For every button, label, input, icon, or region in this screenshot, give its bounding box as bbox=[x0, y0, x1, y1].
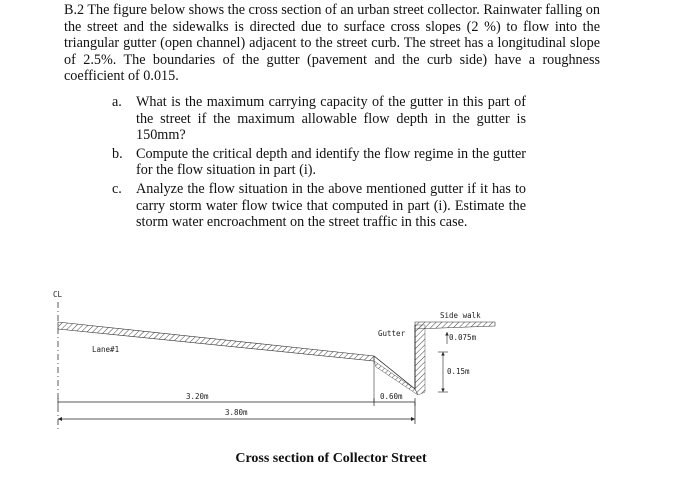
problem-intro: B.2 The figure below shows the cross section of an urban street collector. Rainwater falling on the street and the sidewalks is directed due to surface cross slopes (2 %) to flow into the triangular gutter (open channel) adjacent to the street curb. The street has a longitudinal slope of 2.5%. The boundaries of the gutter (pavement and the curb side) have a roughness coefficient of 0.015. bbox=[64, 2, 600, 85]
part-text: Compute the critical depth and identify the flow regime in the gutter for the flow situation in part (i). bbox=[136, 145, 526, 179]
figure-caption: Cross section of Collector Street bbox=[235, 451, 427, 466]
part-label: b. bbox=[112, 145, 123, 162]
lane-width-label: 3.20m bbox=[186, 392, 209, 401]
gutter-width-label: 0.60m bbox=[380, 392, 403, 401]
gutter-cross-slope-line bbox=[374, 356, 415, 389]
sidewalk-slab bbox=[415, 322, 495, 329]
part-label: a. bbox=[112, 94, 122, 110]
gutter-label: Gutter bbox=[378, 329, 406, 338]
center-line-label: CL bbox=[53, 290, 63, 299]
part-text: What is the maximum carrying capacity of the gutter in this part of the street if the maximum allowable flow depth in the gutter is 150mm? bbox=[136, 94, 526, 144]
gutter-pavement-hatch bbox=[374, 361, 418, 395]
part-label: c. bbox=[112, 180, 122, 197]
curb-height-label: 0.15m bbox=[447, 367, 470, 376]
sidewalk-label: Side walk bbox=[440, 311, 481, 320]
lane-label: Lane#1 bbox=[92, 345, 120, 354]
part-text: Analyze the flow situation in the above mentioned gutter if it has to carry storm water flow twice that computed in part (i). Estimate the storm water encroachment on the street traffic in this case. bbox=[136, 180, 526, 231]
pavement-surface bbox=[58, 322, 374, 361]
total-width-label: 3.80m bbox=[225, 408, 248, 417]
curb-hatch bbox=[415, 325, 425, 395]
sidewalk-dim-label: 0.075m bbox=[449, 333, 477, 342]
